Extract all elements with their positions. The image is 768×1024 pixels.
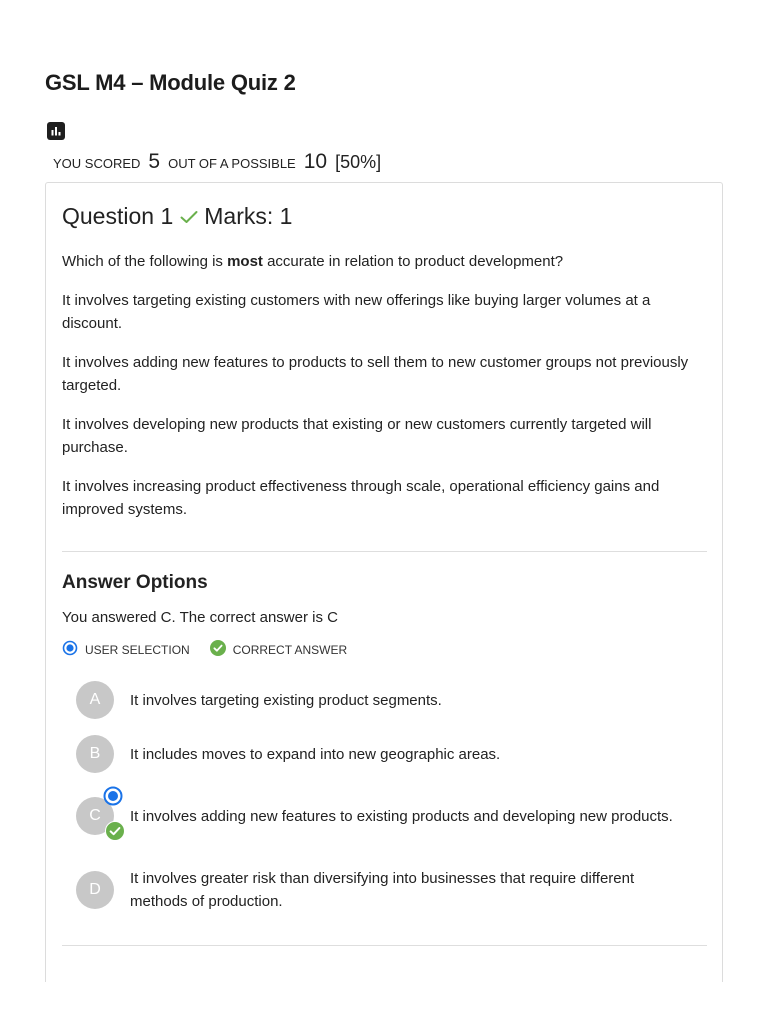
question-paragraph: It involves adding new features to products to sell them to new customer groups not previously targeted. (62, 354, 689, 394)
question-card (45, 182, 723, 982)
radio-selected-icon (62, 640, 85, 659)
quiz-title: GSL M4 – Module Quiz 2 (45, 70, 296, 95)
option-letter-circle: A (76, 681, 114, 719)
answer-option-c[interactable] (76, 797, 696, 835)
section-divider (62, 945, 707, 946)
answer-summary: You answered C. The correct answer is C (62, 609, 338, 626)
bar-chart-icon[interactable] (47, 122, 65, 140)
question-label: Question 1 (62, 203, 174, 229)
legend-user-selection: USER SELECTION (62, 640, 190, 659)
score-possible: 10 (303, 150, 328, 173)
score-percent: [50%] (335, 152, 382, 172)
option-letter-circle: B (76, 735, 114, 773)
answer-options-heading: Answer Options (62, 572, 208, 593)
check-circle-icon (105, 821, 125, 846)
answer-option-a[interactable] (76, 681, 696, 719)
score-value: 5 (148, 150, 161, 173)
answer-option-d[interactable] (76, 867, 696, 913)
option-text: It includes moves to expand into new geographic areas. (130, 745, 501, 763)
answer-option-b[interactable] (76, 735, 696, 773)
option-letter-circle: D (76, 871, 114, 909)
radio-selected-icon (103, 786, 123, 811)
question-paragraph: It involves targeting existing customers with new offerings like buying larger volumes at a discount. (62, 292, 651, 332)
question-paragraph: It involves developing new products that existing or new customers currently targeted will purchase. (62, 416, 652, 456)
option-letter-circle: C (76, 797, 114, 835)
score-middle: OUT OF A POSSIBLE (168, 156, 296, 171)
question-paragraph: It involves increasing product effectiveness through scale, operational efficiency gains and improved systems. (62, 478, 660, 518)
answer-legend (62, 640, 367, 659)
check-icon (180, 203, 198, 230)
question-stem: Which of the following is most accurate in relation to product development? (62, 253, 564, 270)
option-text: It involves targeting existing product segments. (130, 691, 442, 709)
option-text: It involves adding new features to existing products and developing new products. (130, 807, 673, 825)
option-text: It involves greater risk than diversifying into businesses that require different methods of production. (130, 870, 635, 910)
check-circle-icon (210, 640, 233, 659)
score-prefix: YOU SCORED (53, 156, 141, 171)
question-heading (62, 203, 292, 230)
score-summary (53, 150, 381, 174)
question-marks: Marks: 1 (204, 203, 293, 229)
section-divider (62, 551, 707, 552)
legend-correct-answer: CORRECT ANSWER (210, 640, 347, 659)
